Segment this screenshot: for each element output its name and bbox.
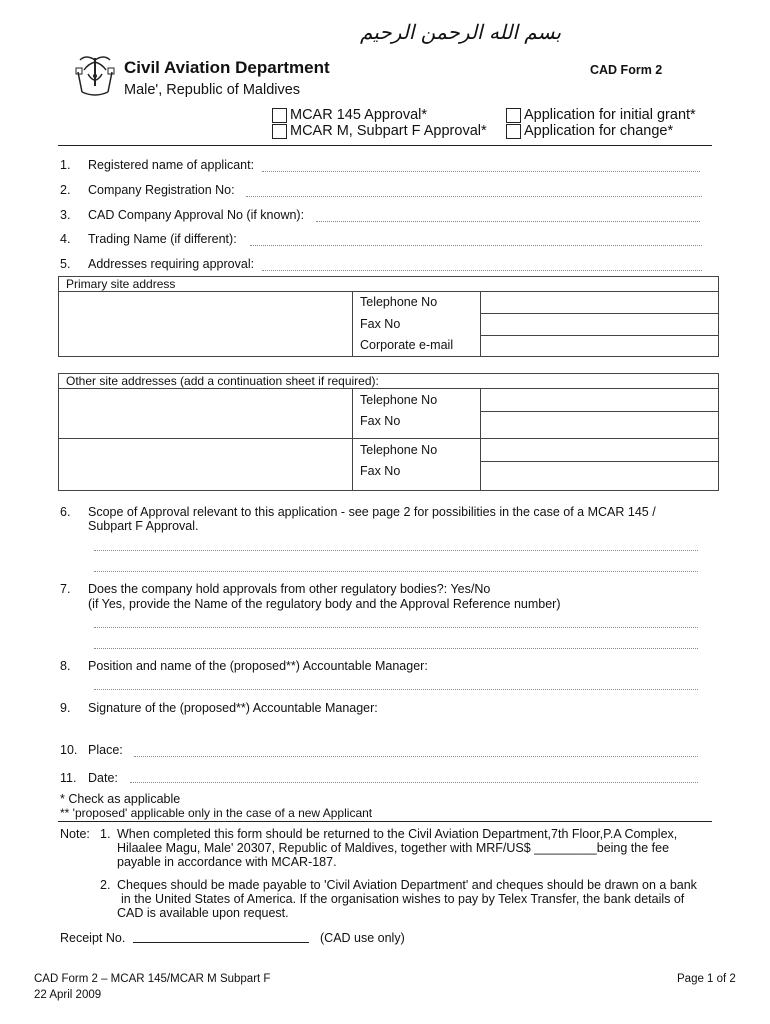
primary-row-line-2 xyxy=(480,335,719,336)
proposed-note: ** 'proposed' applicable only in the case of a new Applicant xyxy=(60,806,373,820)
note-1-line-3: payable in accordance with MCAR-187. xyxy=(117,855,337,869)
note-label: Note: xyxy=(60,827,90,841)
item-3-number: 3. xyxy=(60,208,71,222)
footer-form-ref: CAD Form 2 – MCAR 145/MCAR M Subpart F xyxy=(34,973,271,985)
item-1-label: Registered name of applicant: xyxy=(88,158,255,172)
primary-col-line-2 xyxy=(480,291,481,357)
item-7-text-line-2: (if Yes, provide the Name of the regulatory body and the Approval Reference number) xyxy=(88,597,561,611)
place-field[interactable] xyxy=(134,756,698,757)
scope-field-2[interactable] xyxy=(94,571,698,572)
item-6-text-line-1: Scope of Approval relevant to this application - see page 2 for possibilities in the case of a MCAR 145 / xyxy=(88,505,656,519)
item-9-number: 9. xyxy=(60,701,71,715)
other-fax-input-1[interactable] xyxy=(482,413,717,437)
scope-field-1[interactable] xyxy=(94,550,698,551)
receipt-field[interactable] xyxy=(133,942,309,943)
primary-fax-input[interactable] xyxy=(482,315,717,334)
other-fax-input-2[interactable] xyxy=(482,463,717,489)
note-2-line-2: in the United States of America. If the organisation wishes to pay by Telex Transfer, the bank details of xyxy=(121,892,685,906)
mcar145-label: MCAR 145 Approval* xyxy=(290,107,428,123)
other-tel-label-1: Telephone No xyxy=(360,393,438,407)
note-2-line-1: Cheques should be made payable to 'Civil Aviation Department' and cheques should be drawn on a bank xyxy=(117,878,697,892)
receipt-label: Receipt No. xyxy=(60,931,126,945)
item-1-number: 1. xyxy=(60,158,71,172)
item-3-label: CAD Company Approval No (if known): xyxy=(88,208,305,222)
note-2-number: 2. xyxy=(100,878,111,892)
item-7-text-line-1: Does the company hold approvals from other regulatory bodies?: Yes/No xyxy=(88,582,491,596)
department-title: Civil Aviation Department xyxy=(124,58,330,77)
item-10-label: Place: xyxy=(88,743,123,757)
item-9-label: Signature of the (proposed**) Accountable Manager: xyxy=(88,701,378,715)
item-5-label: Addresses requiring approval: xyxy=(88,257,255,271)
item-8-label: Position and name of the (proposed**) Accountable Manager: xyxy=(88,659,428,673)
other-fax-label-1: Fax No xyxy=(360,414,401,428)
note-1-line-2: Hilaalee Magu, Male' 20307, Republic of Maldives, together with MRF/US$ _________being the fee xyxy=(117,841,670,855)
initial-grant-label: Application for initial grant* xyxy=(524,107,696,123)
item-11-label: Date: xyxy=(88,771,118,785)
other-tel-input-2[interactable] xyxy=(482,440,717,460)
primary-row-line-1 xyxy=(480,313,719,314)
other-address-input-2[interactable] xyxy=(60,440,350,489)
mcar145-checkbox[interactable] xyxy=(272,108,287,123)
item-4-number: 4. xyxy=(60,232,71,246)
primary-email-input[interactable] xyxy=(482,337,717,355)
other-fax-label-2: Fax No xyxy=(360,464,401,478)
note-2-line-3: CAD is available upon request. xyxy=(117,906,289,920)
note-1-line-1: When completed this form should be returned to the Civil Aviation Department,7th Floor,P.A Complex, xyxy=(117,827,678,841)
date-field[interactable] xyxy=(130,782,698,783)
other-col-line-2 xyxy=(480,388,481,491)
item-8-number: 8. xyxy=(60,659,71,673)
other-tel-input-1[interactable] xyxy=(482,390,717,410)
accountable-manager-field[interactable] xyxy=(94,689,698,690)
primary-site-title: Primary site address xyxy=(66,277,176,291)
other-row-line-1 xyxy=(480,411,719,412)
company-registration-field[interactable] xyxy=(246,196,702,197)
header-divider xyxy=(58,145,712,146)
other-row-line-3 xyxy=(480,461,719,462)
department-location: Male', Republic of Maldives xyxy=(124,82,301,98)
other-table-header-line xyxy=(58,388,719,389)
other-address-input-1[interactable] xyxy=(60,390,350,436)
addresses-field[interactable] xyxy=(262,270,702,271)
initial-grant-checkbox[interactable] xyxy=(506,108,521,123)
item-10-number: 10. xyxy=(60,743,78,757)
regulatory-field-1[interactable] xyxy=(94,627,698,628)
form-number: CAD Form 2 xyxy=(590,63,663,77)
footer-date: 22 April 2009 xyxy=(34,989,102,1001)
mcarm-checkbox[interactable] xyxy=(272,124,287,139)
primary-tel-label: Telephone No xyxy=(360,295,438,309)
cad-use-label: (CAD use only) xyxy=(320,931,405,945)
maldives-emblem-icon xyxy=(74,52,116,98)
item-7-number: 7. xyxy=(60,582,71,596)
cad-approval-field[interactable] xyxy=(316,221,700,222)
change-checkbox[interactable] xyxy=(506,124,521,139)
other-row-line-2 xyxy=(58,438,719,439)
item-6-text-line-2: Subpart F Approval. xyxy=(88,519,199,533)
note-1-number: 1. xyxy=(100,827,111,841)
other-tel-label-2: Telephone No xyxy=(360,443,438,457)
primary-email-label: Corporate e-mail xyxy=(360,338,454,352)
item-2-number: 2. xyxy=(60,183,71,197)
item-11-number: 11. xyxy=(60,771,77,785)
item-6-number: 6. xyxy=(60,505,71,519)
other-sites-title: Other site addresses (add a continuation sheet if required): xyxy=(66,374,379,388)
notes-divider xyxy=(58,821,712,822)
primary-col-line-1 xyxy=(352,291,353,357)
item-4-label: Trading Name (if different): xyxy=(88,232,237,246)
check-note: * Check as applicable xyxy=(60,792,181,806)
item-5-number: 5. xyxy=(60,257,71,271)
bismillah-calligraphy: بسم الله الرحمن الرحيم xyxy=(360,20,562,44)
item-2-label: Company Registration No: xyxy=(88,183,235,197)
change-label: Application for change* xyxy=(524,123,674,139)
registered-name-field[interactable] xyxy=(262,171,700,172)
other-col-line-1 xyxy=(352,388,353,491)
mcarm-label: MCAR M, Subpart F Approval* xyxy=(290,123,487,139)
primary-fax-label: Fax No xyxy=(360,317,401,331)
regulatory-field-2[interactable] xyxy=(94,648,698,649)
primary-table-header-line xyxy=(58,291,719,292)
primary-tel-input[interactable] xyxy=(482,293,717,312)
page-number: Page 1 of 2 xyxy=(677,973,736,985)
trading-name-field[interactable] xyxy=(250,245,702,246)
primary-address-input[interactable] xyxy=(60,293,350,355)
